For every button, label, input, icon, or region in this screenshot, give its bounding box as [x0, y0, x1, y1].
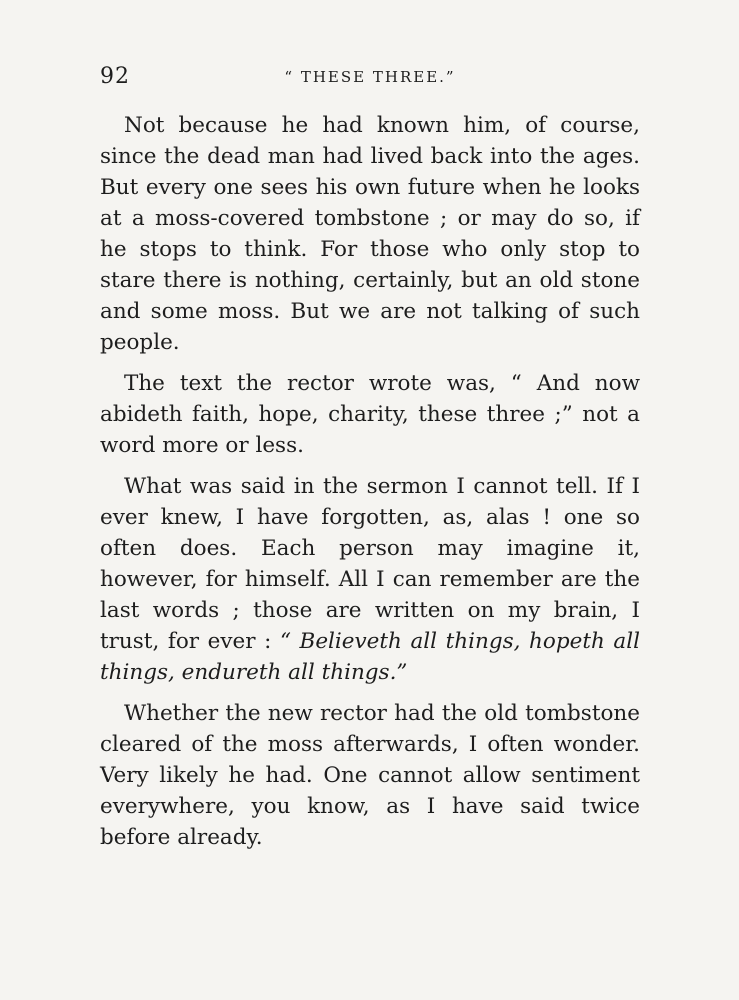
page-header: [100, 64, 640, 94]
paragraph-1-text: Not because he had known him, of course, since the dead man had lived back into the ages. But every one sees his own future when he looks at a moss-covered tombstone ; or may do so, if he stops to think. For those who only stop to stare there is nothing, certainly, but an old stone and some moss. But we are not talking of such people.: [100, 113, 640, 355]
paragraph-2: [100, 368, 640, 461]
paragraph-3-text: What was said in the sermon I cannot tell. If I ever knew, I have forgotten, as, alas ! one so often does. Each person may imagine it, however, for himself. All I can remember are the last words ; those are written on my brain, I trust, for ever :: [100, 474, 640, 654]
paragraph-2-text: The text the rector wrote was, “ And now abideth faith, hope, charity, these three ;” not a word more or less.: [100, 371, 640, 458]
paragraph-3: [100, 471, 640, 688]
page-number: 92: [100, 64, 130, 89]
running-head: “ THESE THREE.”: [284, 68, 456, 86]
paragraph-4: [100, 698, 640, 853]
paragraph-1: [100, 110, 640, 358]
paragraph-4-text: Whether the new rector had the old tombstone cleared of the moss afterwards, I often wonder. Very likely he had. One cannot allow sentiment everywhere, you know, as I have said twice before already.: [100, 701, 640, 850]
scripture-quote: “ Believeth all things, hopeth all things, endureth all things.”: [100, 629, 640, 685]
body-text: [100, 110, 640, 863]
